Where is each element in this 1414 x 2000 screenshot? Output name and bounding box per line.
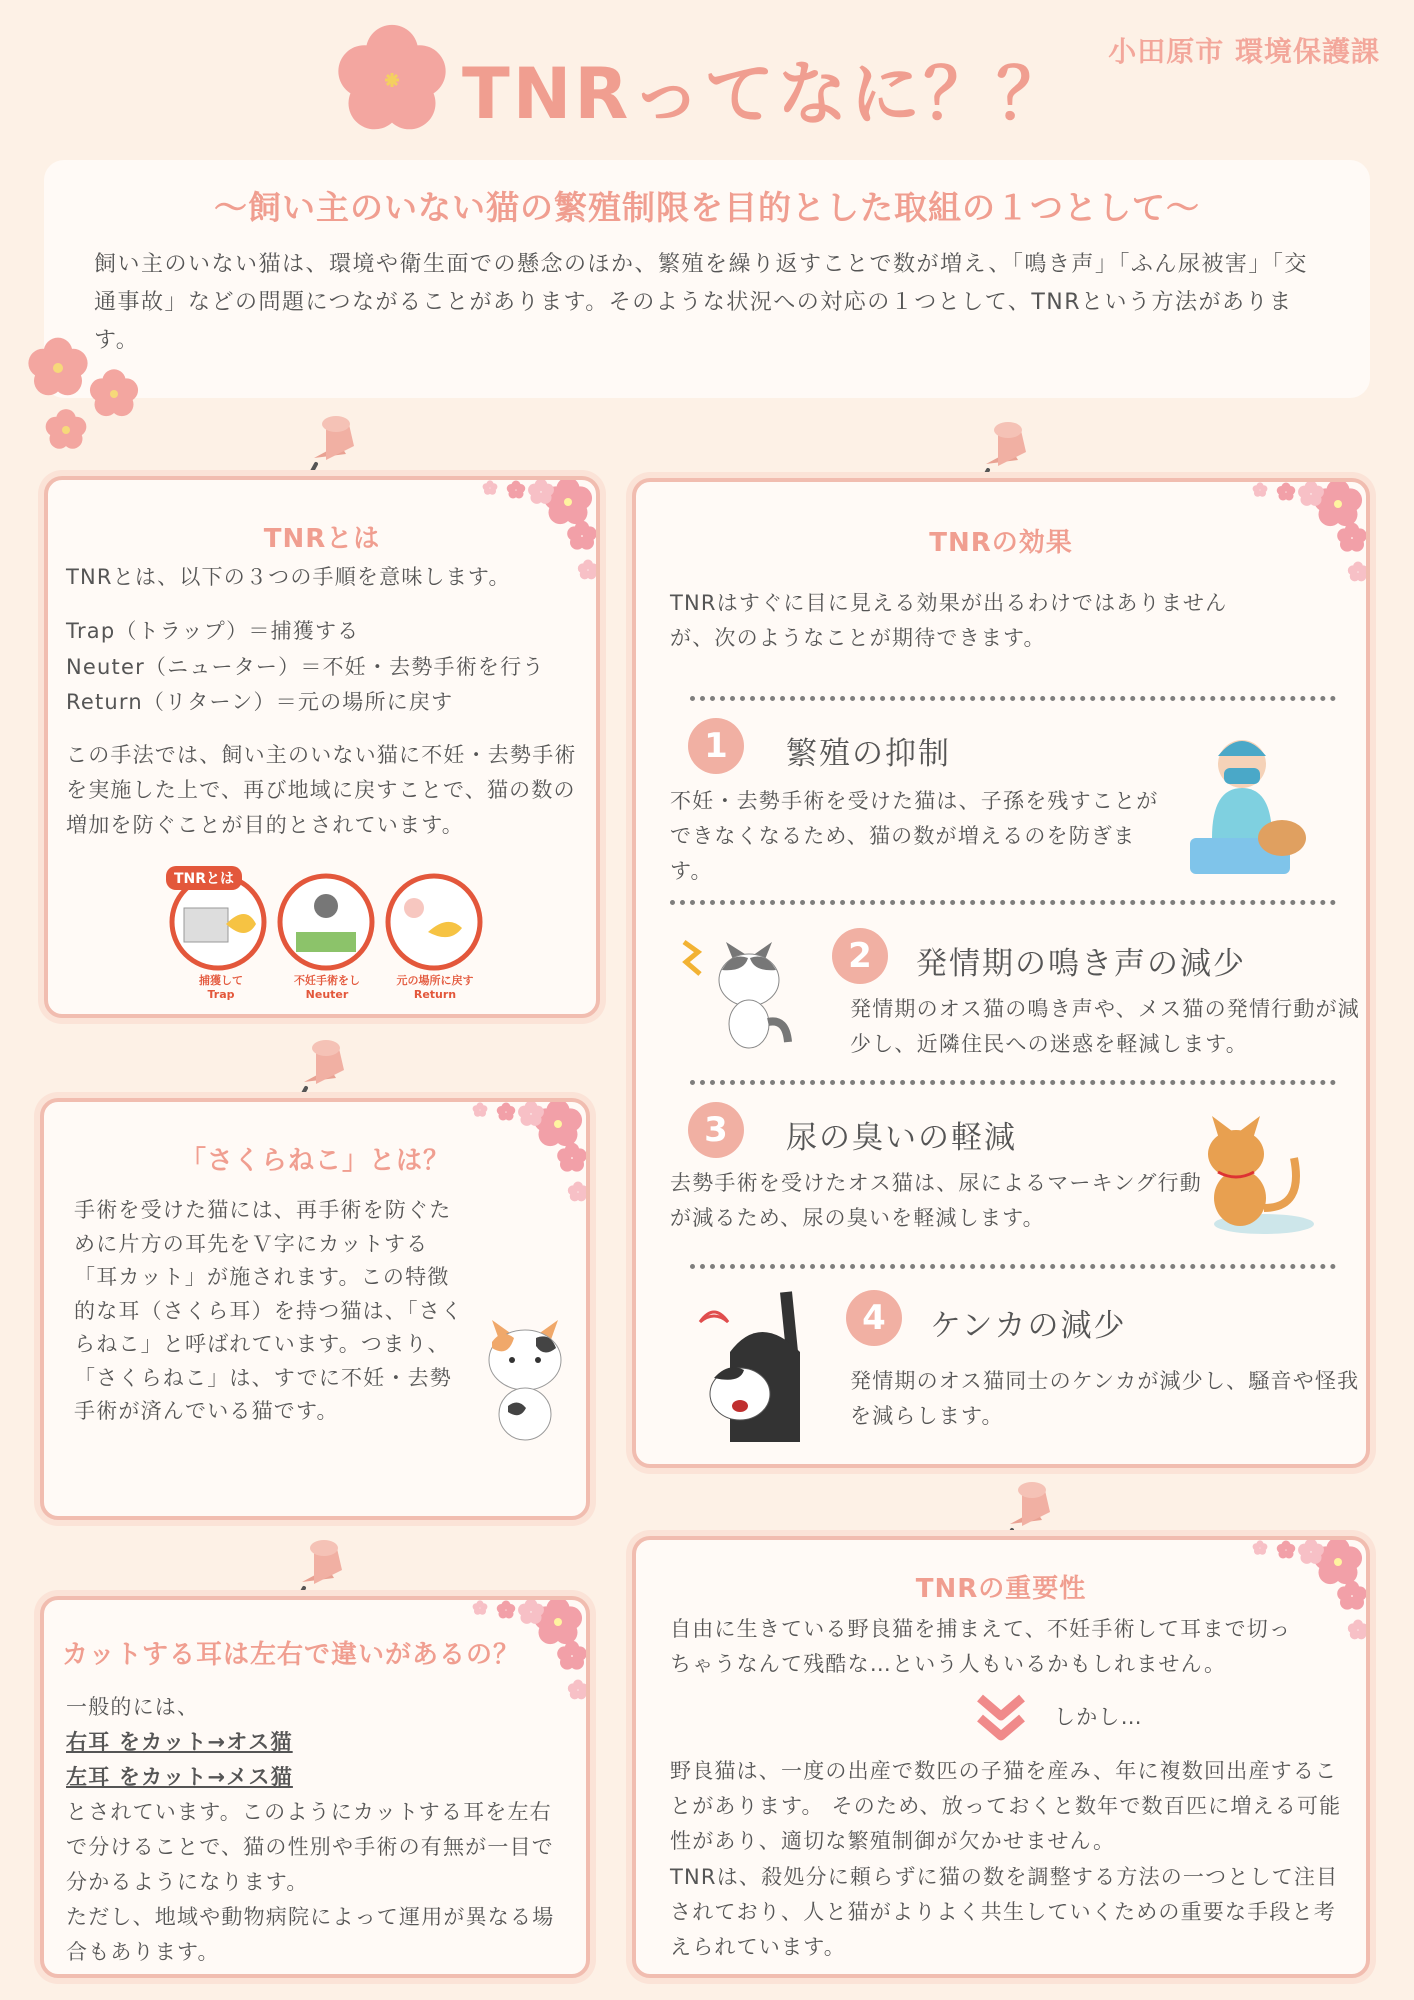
tnr-step-trap: Trap（トラップ）＝捕獲する [66, 619, 360, 643]
divider [690, 1264, 1336, 1269]
intro-heading: ～飼い主のいない猫の繁殖制限を目的とした取組の１つとして～ [214, 188, 1200, 227]
meowing-cat-icon [676, 922, 806, 1052]
effect-title: ケンカの減少 [930, 1308, 1127, 1344]
figure-label-return-en: Return [413, 988, 457, 1001]
importance-text-1: 野良猫は、一度の出産で数匹の子猫を産み、年に複数回出産することがあります。 そのため、放っておくと数年で数百匹に増える可能性があり、適切な繁殖制御が欠かせません。 [670, 1759, 1342, 1853]
veterinarian-icon [1182, 718, 1312, 878]
ear-cut-left: 左耳 をカット→メス猫 [66, 1765, 293, 1789]
effect-number: 2 [832, 928, 888, 984]
effects-card [632, 478, 1370, 1468]
figure-label-neuter-en: Neuter [305, 988, 349, 1001]
tnr-figure-badge: TNRとは [166, 866, 242, 890]
importance-heading: TNRの重要性 [915, 1574, 1087, 1604]
importance-text-2: TNRは、殺処分に頼らずに猫の数を調整する方法の一つとして注目されており、人と猫がよりよく共生していくための重要な手段と考えられています。 [670, 1865, 1339, 1959]
sakura-neko-card [40, 1098, 590, 1520]
tnr-steps-figure [166, 864, 486, 1014]
figure-label-neuter: 不妊手術をし [294, 974, 360, 987]
page-title: TNRってなに？？ [462, 53, 1070, 135]
figure-label-return: 元の場所に戻す [396, 974, 474, 987]
chevron-down-icon [974, 1692, 1028, 1746]
ear-cut-text: とされています。このようにカットする耳を左右で分けることで、猫の性別や手術の有無が一目で分かるようになります。 [66, 1800, 554, 1894]
tnr-about-heading: TNRとは [263, 524, 381, 554]
tnr-step-return: Return（リターン）＝元の場所に戻す [66, 690, 454, 714]
angry-cat-icon [690, 1282, 820, 1452]
importance-lead: 自由に生きている野良猫を捕まえて、不妊手術して耳まで切っちゃうなんて残酷な…という人もいるかもしれません。 [670, 1617, 1292, 1676]
tnr-about-card [44, 476, 600, 1018]
figure-label-trap-en: Trap [207, 988, 235, 1001]
effect-text: 発情期のオス猫同士のケンカが減少し、騒音や怪我を減らします。 [850, 1369, 1360, 1428]
effects-heading: TNRの効果 [929, 528, 1073, 558]
effect-text: 不妊・去勢手術を受けた猫は、子孫を残すことができなくなるため、猫の数が増えるのを防ぎます。 [670, 789, 1159, 883]
divider [690, 696, 1336, 701]
ear-cut-right: 右耳 をカット→オス猫 [66, 1730, 293, 1754]
importance-but: しかし… [1054, 1705, 1143, 1729]
effects-lead: TNRはすぐに目に見える効果が出るわけではありませんが、次のようなことが期待できます。 [670, 591, 1228, 650]
importance-card [632, 1536, 1370, 1978]
tnr-step-neuter: Neuter（ニューター）＝不妊・去勢手術を行う [66, 655, 545, 679]
orange-cat-icon [1190, 1098, 1330, 1238]
effect-title: 繁殖の抑制 [786, 736, 951, 772]
tnr-about-lead: TNRとは、以下の３つの手順を意味します。 [66, 565, 511, 589]
intro-text: 飼い主のいない猫は、環境や衛生面での懸念のほか、繁殖を繰り返すことで数が増え、「鳴き声」「ふん尿被害」「交通事故」などの問題につながることがあります。そのような状況への対応の１つとして、TNRという方法があります。 [94, 252, 1308, 353]
sakura-decoration-icon [22, 334, 152, 454]
ear-cut-note: ただし、地域や動物病院によって運用が異なる場合もあります。 [66, 1905, 555, 1964]
divider [690, 1080, 1336, 1085]
effect-number: 4 [846, 1290, 902, 1346]
tnr-about-text: この手法では、飼い主のいない猫に不妊・去勢手術を実施した上で、再び地域に戻すことで、猫の数の増加を防ぐことが目的とされています。 [66, 743, 577, 837]
sakura-neko-text: 手術を受けた猫には、再手術を防ぐために片方の耳先をＶ字にカットする「耳カット」が施されます。この特徴的な耳（さくら耳）を持つ猫は、「さくらねこ」と呼ばれています。つまり、「さくらねこ」は、すでに不妊・去勢手術が済んでいる猫です。 [74, 1198, 464, 1423]
figure-label-trap: 捕獲して [199, 974, 243, 987]
calico-cat-icon [480, 1302, 570, 1442]
effect-text: 発情期のオス猫の鳴き声や、メス猫の発情行動が減少し、近隣住民への迷惑を軽減します。 [850, 997, 1360, 1056]
sakura-neko-heading: 「さくらねこ」とは？ [179, 1146, 450, 1176]
intro-box [44, 160, 1370, 398]
sakura-logo-icon [332, 22, 452, 137]
effect-number: 3 [688, 1102, 744, 1158]
ear-cut-card [40, 1596, 590, 1978]
effect-text: 去勢手術を受けたオス猫は、尿によるマーキング行動が減るため、尿の臭いを軽減します。 [670, 1171, 1202, 1230]
ear-cut-lead: 一般的には、 [66, 1695, 200, 1719]
effect-title: 発情期の鳴き声の減少 [916, 946, 1246, 982]
department-name: 小田原市 環境保護課 [1108, 35, 1380, 68]
effect-number: 1 [688, 718, 744, 774]
ear-cut-heading: カットする耳は左右で違いがあるの？ [62, 1640, 520, 1670]
effect-title: 尿の臭いの軽減 [786, 1120, 1017, 1156]
divider [670, 900, 1336, 905]
